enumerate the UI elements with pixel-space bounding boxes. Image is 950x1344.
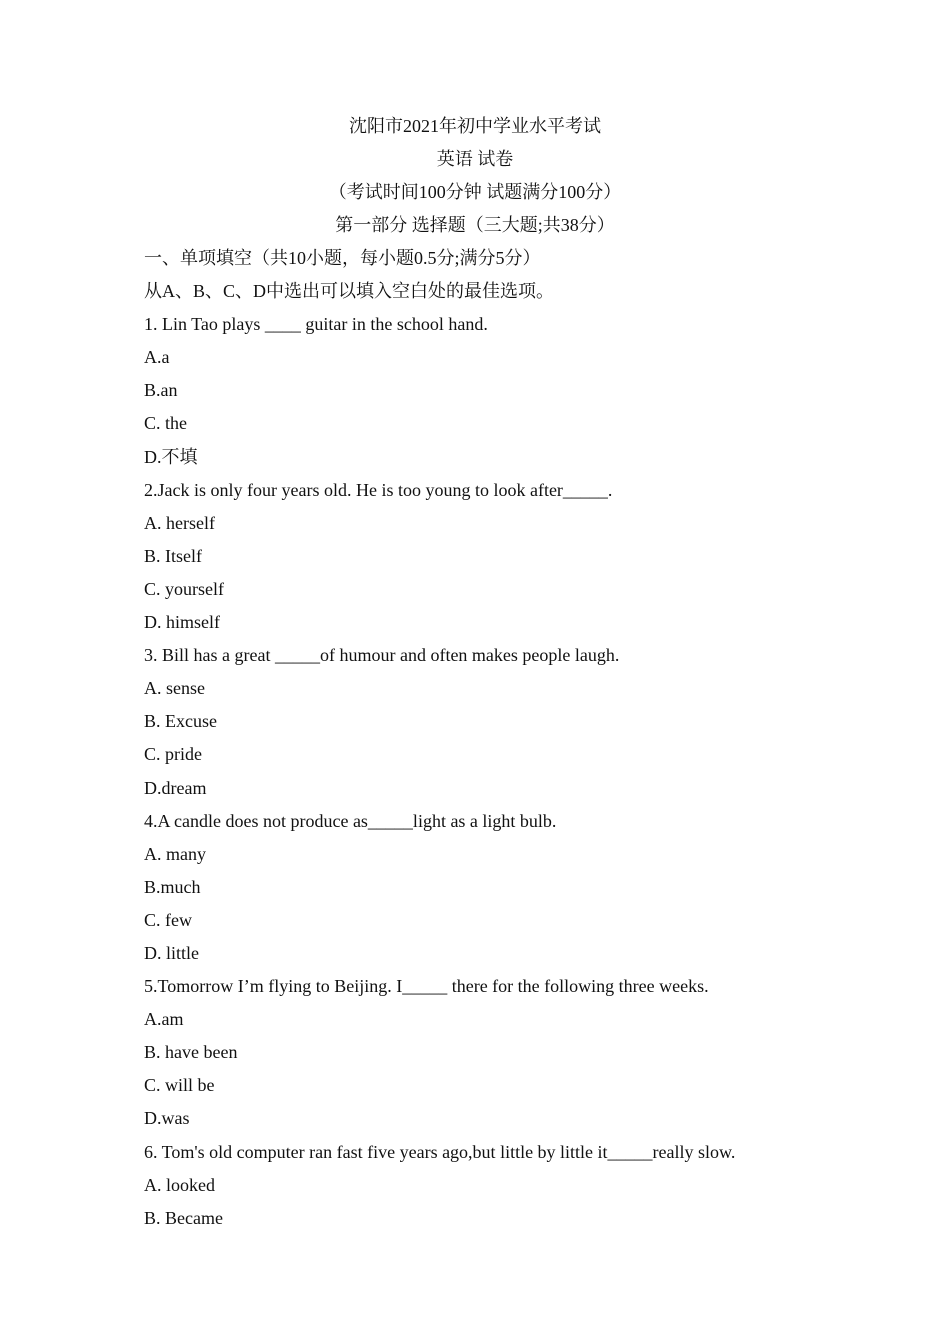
- section-heading: 一、单项填空（共10小题，每小题0.5分;满分5分）: [144, 248, 541, 268]
- option-b: B. Excuse: [144, 711, 217, 732]
- exam-header: [0, 113, 950, 245]
- exam-info: （考试时间100分钟 试题满分100分）: [328, 182, 622, 202]
- option-a: A.a: [144, 347, 170, 368]
- option-d: D.不填: [144, 446, 198, 467]
- answer-options: [144, 344, 864, 476]
- option-c: C. the: [144, 413, 187, 434]
- option-d: D. little: [144, 942, 199, 963]
- question-3: [144, 642, 864, 807]
- option-c: C. few: [144, 909, 192, 930]
- part-heading: 第一部分 选择题（三大题;共38分）: [335, 215, 615, 235]
- exam-title: 沈阳市2021年初中学业水平考试: [349, 116, 601, 136]
- question-6: [144, 1139, 864, 1238]
- option-a: A. looked: [144, 1174, 215, 1195]
- question-stem: 3. Bill has a great _____of humour and often makes people laugh.: [144, 645, 620, 666]
- option-a: A. many: [144, 843, 206, 864]
- answer-options: [144, 1172, 864, 1238]
- option-d: D.was: [144, 1108, 190, 1129]
- question-1: [144, 311, 864, 476]
- option-a: A.am: [144, 1009, 184, 1030]
- answer-options: [144, 675, 864, 807]
- option-c: C. will be: [144, 1075, 215, 1096]
- exam-subject: 英语 试卷: [436, 149, 514, 169]
- option-a: A. sense: [144, 678, 205, 699]
- question-4: [144, 808, 864, 973]
- question-stem: 5.Tomorrow I’m flying to Beijing. I_____ there for the following three weeks.: [144, 976, 709, 997]
- option-d: D. himself: [144, 612, 220, 633]
- question-5: [144, 973, 864, 1138]
- answer-options: [144, 841, 864, 973]
- option-a: A. herself: [144, 512, 215, 533]
- option-b: B. Became: [144, 1207, 223, 1228]
- option-b: B.an: [144, 380, 178, 401]
- answer-options: [144, 1006, 864, 1138]
- option-d: D.dream: [144, 777, 207, 798]
- question-stem: 1. Lin Tao plays ____ guitar in the school hand.: [144, 314, 488, 335]
- option-c: C. pride: [144, 744, 202, 765]
- option-b: B.much: [144, 876, 201, 897]
- option-b: B. Itself: [144, 545, 202, 566]
- answer-options: [144, 510, 864, 642]
- question-2: [144, 477, 864, 642]
- option-b: B. have been: [144, 1042, 238, 1063]
- question-stem: 2.Jack is only four years old. He is too young to look after_____.: [144, 479, 613, 500]
- question-stem: 4.A candle does not produce as_____light as a light bulb.: [144, 810, 557, 831]
- section-instruction: 从A、B、C、D中选出可以填入空白处的最佳选项。: [144, 281, 555, 302]
- option-c: C. yourself: [144, 578, 224, 599]
- exam-body: [144, 245, 864, 1238]
- question-stem: 6. Tom's old computer ran fast five years ago,but little by little it_____really slow.: [144, 1141, 736, 1162]
